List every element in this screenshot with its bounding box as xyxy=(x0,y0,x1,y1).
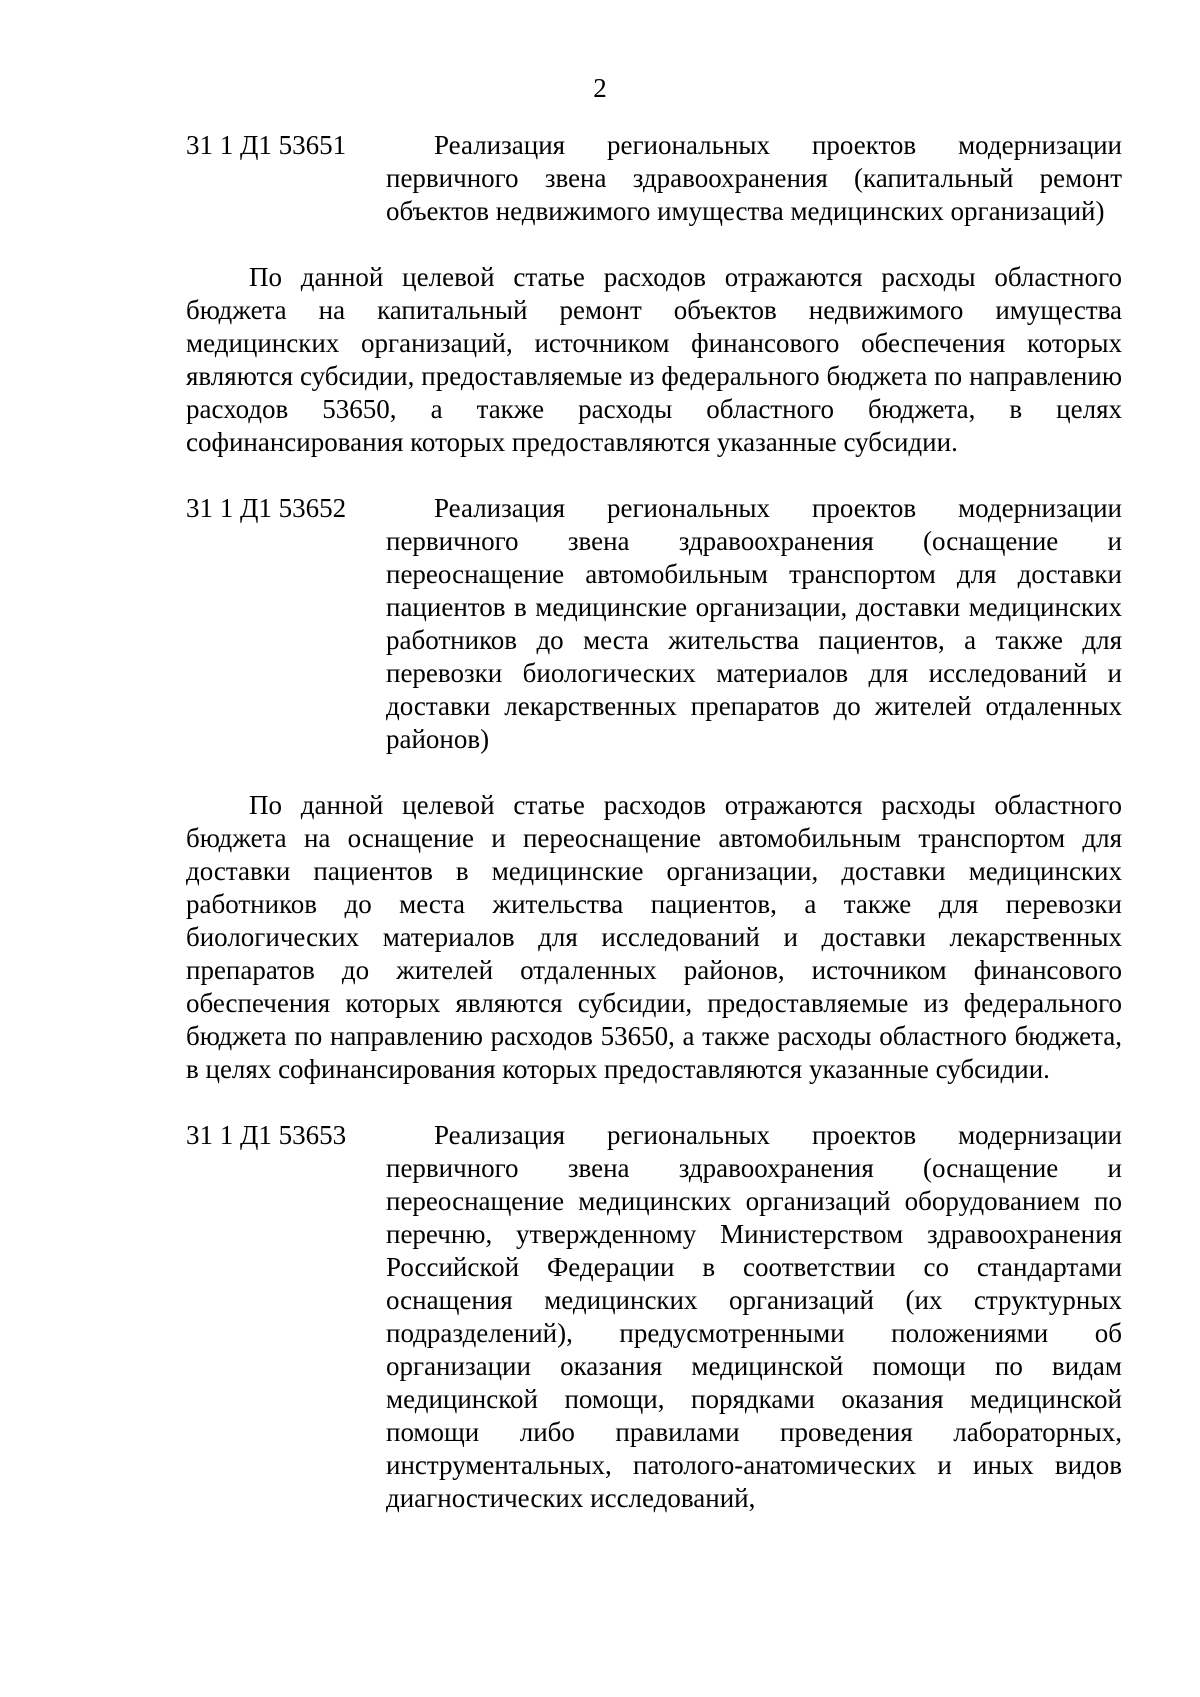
budget-entry xyxy=(186,129,1122,228)
page-number: 2 xyxy=(593,73,607,103)
budget-entry-description: По данной целевой статье расходов отражаются расходы областного бюджета на капитальный ремонт объектов недвижимого имущества медицинских организаций, источником финансового обеспечения которых являются субсидии, предоставляемые из федерального бюджета по направлению расходов 53650, а также расходы областного бюджета, в целях софинансирования которых предоставляются указанные субсидии. xyxy=(186,262,1122,457)
budget-entry-title: Реализация региональных проектов модернизации первичного звена здравоохранения (оснащение и переоснащение автомобильным транспортом для доставки пациентов в медицинские организации, доставки медицинских работников до места жительства пациентов, а также для перевозки биологических материалов для исследований и доставки лекарственных препаратов до жителей отдаленных районов) xyxy=(386,493,1122,754)
budget-code: 31 1 Д1 53653 xyxy=(186,1120,347,1150)
budget-entry-description: По данной целевой статье расходов отражаются расходы областного бюджета на оснащение и переоснащение автомобильным транспортом для доставки пациентов в медицинские организации, доставки медицинских работников до места жительства пациентов, а также для перевозки биологических материалов для исследований и доставки лекарственных препаратов до жителей отдаленных районов, источником финансового обеспечения которых являются субсидии, предоставляемые из федерального бюджета по направлению расходов 53650, а также расходы областного бюджета, в целях софинансирования которых предоставляются указанные субсидии. xyxy=(186,790,1122,1084)
budget-entry xyxy=(186,1119,1122,1515)
budget-entry-title: Реализация региональных проектов модернизации первичного звена здравоохранения (капитальный ремонт объектов недвижимого имущества медицинских организаций) xyxy=(386,130,1122,226)
budget-code: 31 1 Д1 53651 xyxy=(186,130,347,160)
document-body xyxy=(186,129,1122,1548)
budget-entry-title: Реализация региональных проектов модернизации первичного звена здравоохранения (оснащение и переоснащение медицинских организаций оборудованием по перечню, утвержденному Министерством здравоохранения Российской Федерации в соответствии со стандартами оснащения медицинских организаций (их структурных подразделений), предусмотренными положениями об организации оказания медицинской помощи по видам медицинской помощи, порядками оказания медицинской помощи либо правилами проведения лабораторных, инструментальных, патолого-анатомических и иных видов диагностических исследований, xyxy=(386,1120,1122,1513)
budget-code: 31 1 Д1 53652 xyxy=(186,493,347,523)
budget-entry xyxy=(186,492,1122,756)
